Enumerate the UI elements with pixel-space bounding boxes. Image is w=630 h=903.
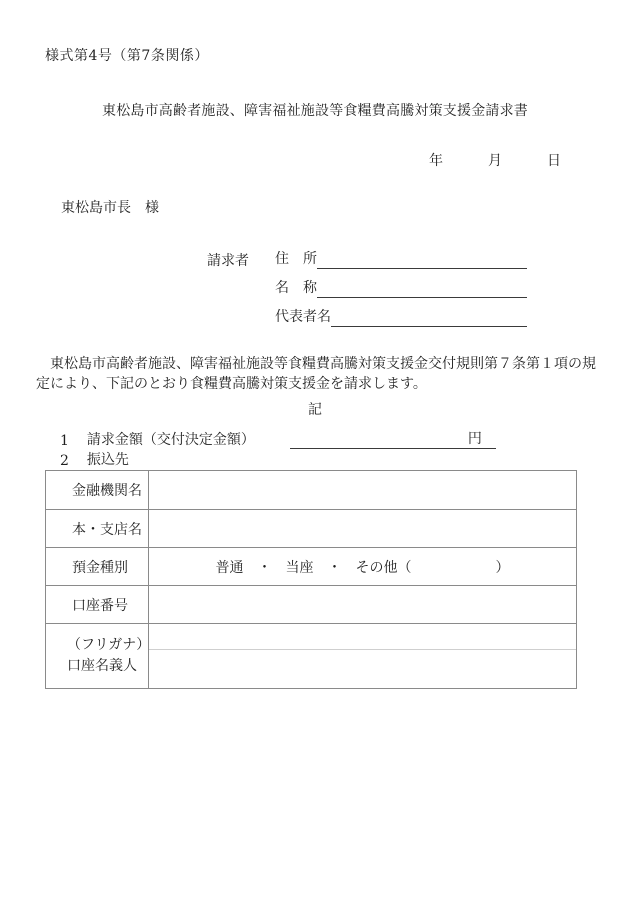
table-row-account-holder <box>46 623 576 688</box>
claimant-representative-row <box>275 307 527 327</box>
bank-details-table <box>45 470 577 689</box>
note-heading: 記 <box>308 402 322 418</box>
form-number: 様式第4号（第7条関係） <box>45 48 209 64</box>
item-claim-amount <box>60 431 496 449</box>
body-line-2: 定により、下記のとおり食糧費高騰対策支援金を請求します。 <box>36 375 427 392</box>
date-month-label: 月 <box>488 153 502 169</box>
claimant-fields <box>275 249 527 336</box>
deposit-type-label: 預金種別 <box>46 548 149 585</box>
table-row-deposit-type <box>46 547 576 585</box>
item-2-number: 2 <box>60 453 69 469</box>
item-2-label: 振込先 <box>86 452 129 468</box>
branch-label: 本・支店名 <box>46 510 149 547</box>
item-bank-transfer <box>60 451 129 469</box>
name-label: 名 称 <box>275 280 317 296</box>
financial-institution-label: 金融機関名 <box>46 471 149 509</box>
branch-input-cell[interactable] <box>149 510 576 547</box>
claimant-name-row <box>275 278 527 298</box>
representative-label: 代表者名 <box>275 309 331 325</box>
date-day-label: 日 <box>547 153 561 169</box>
body-paragraph <box>36 355 602 394</box>
body-line-1: 東松島市高齢者施設、障害福祉施設等食糧費高騰対策支援金交付規則第７条第１項の規 <box>36 356 596 372</box>
claimant-label: 請求者 <box>207 253 249 269</box>
address-fill-line[interactable] <box>317 249 527 269</box>
table-row-branch <box>46 509 576 547</box>
table-row-account-number <box>46 585 576 623</box>
date-year-label: 年 <box>429 153 443 169</box>
date-line <box>429 150 561 170</box>
account-holder-label <box>46 624 149 688</box>
claim-amount-fill-line[interactable]: 円 <box>290 430 496 449</box>
financial-institution-input-cell[interactable] <box>149 471 576 509</box>
address-label: 住 所 <box>275 251 317 267</box>
furigana-label: （フリガナ） <box>67 637 151 653</box>
table-row-financial-institution <box>46 471 576 509</box>
account-holder-input-cell[interactable] <box>149 624 576 688</box>
item-1-number: 1 <box>60 433 69 449</box>
item-1-label: 請求金額（交付決定金額） <box>86 432 255 448</box>
account-holder-name-label: 口座名義人 <box>67 658 137 674</box>
claimant-address-row <box>275 249 527 269</box>
deposit-type-options[interactable]: 普通 ・ 当座 ・ その他（ ） <box>215 559 510 576</box>
furigana-divider-line <box>149 649 576 650</box>
account-number-label: 口座番号 <box>46 586 149 623</box>
name-fill-line[interactable] <box>317 278 527 298</box>
addressee: 東松島市長 様 <box>61 200 159 216</box>
page-title: 東松島市高齢者施設、障害福祉施設等食糧費高騰対策支援金請求書 <box>102 103 528 119</box>
account-number-input-cell[interactable] <box>149 586 576 623</box>
representative-fill-line[interactable] <box>331 307 527 327</box>
